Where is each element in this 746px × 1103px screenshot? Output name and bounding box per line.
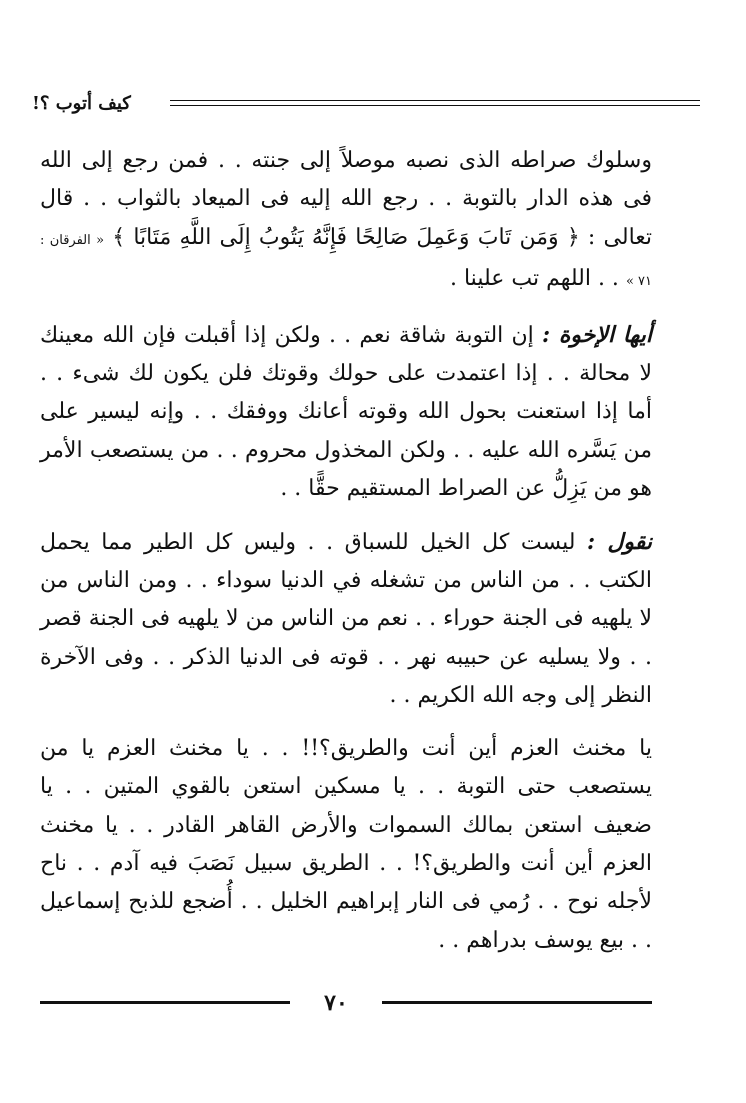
paragraph-lead: نقول : — [587, 528, 652, 555]
running-title: كيف أتوب ؟! — [32, 93, 131, 114]
paragraph-lead: أيها الإخوة : — [541, 321, 652, 348]
paragraph-text: إن التوبة شاقة نعم . . ولكن إذا أقبلت فإن الله معينك لا محالة . . إذا اعتمدت على حولك وقوتك فلن يكون لك شىء . . أما إذا استعنت بحول الله وقوته أعانك ووفقك . . وإنه ليسير على من يَسَّره الله عليه . . ولكن المخذول محروم . . من يستصعب الأمر هو من يَزِلُّ عن الصراط المستقيم حقًّا . . — [40, 322, 652, 502]
quran-verse: ﴿ وَمَن تَابَ وَعَمِلَ صَالِحًا فَإِنَّهُ يَتُوبُ إِلَى اللَّهِ مَتَابًا ﴾ — [112, 224, 580, 250]
paragraph-text: ليست كل الخيل للسباق . . وليس كل الطير مما يحمل الكتب . . من الناس من تشغله في الدنيا سوداء . . ومن الناس من لا يلهيه فى الجنة حوراء . . نعم من الناس من لا يلهيه فى الجنة قصر . . ولا يسليه عن حبيبه نهر . . قوته فى الدنيا الذكر . . وفى الآخرة النظر إلى وجه الله الكريم . . — [40, 529, 652, 709]
footer-rule-right — [382, 1001, 652, 1004]
page-header — [32, 92, 700, 116]
verse-reference: « الفرقان : ٧١ » — [40, 232, 652, 290]
page-footer — [40, 988, 652, 1018]
paragraph-3 — [40, 523, 652, 716]
paragraph-tail: . . اللهم تب علينا . — [449, 266, 619, 292]
paragraph-text: يا مخنث العزم أين أنت والطريق؟!! . . يا مخنث العزم يا من يستصعب حتى التوبة . . يا مسكين استعن بالقوي المتين . . يا ضعيف استعن بمالك السموات والأرض القاهر القادر . . يا مخنث العزم أين أنت والطريق؟! . . الطريق سبيل نَصَبَ فيه آدم . . ناح لأجله نوح . . رُمي فى النار إبراهيم الخليل . . أُضجع للذبح إسماعيل . . بيع يوسف بدراهم . . — [40, 735, 652, 953]
header-rule-bottom — [170, 105, 700, 106]
paragraph-2 — [40, 316, 652, 509]
page-number: ٧٠ — [324, 990, 348, 1016]
header-rule-top — [170, 100, 700, 101]
paragraph-1 — [40, 142, 652, 302]
footer-rule-left — [40, 1001, 290, 1004]
paragraph-text: وسلوك صراطه الذى نصبه موصلاً إلى جنته . . فمن رجع إلى الله فى هذه الدار بالتوبة . . رجع الله إليه فى الميعاد بالثواب . . قال تعالى : — [40, 148, 653, 250]
paragraph-4 — [40, 730, 652, 960]
body-text — [40, 142, 652, 960]
